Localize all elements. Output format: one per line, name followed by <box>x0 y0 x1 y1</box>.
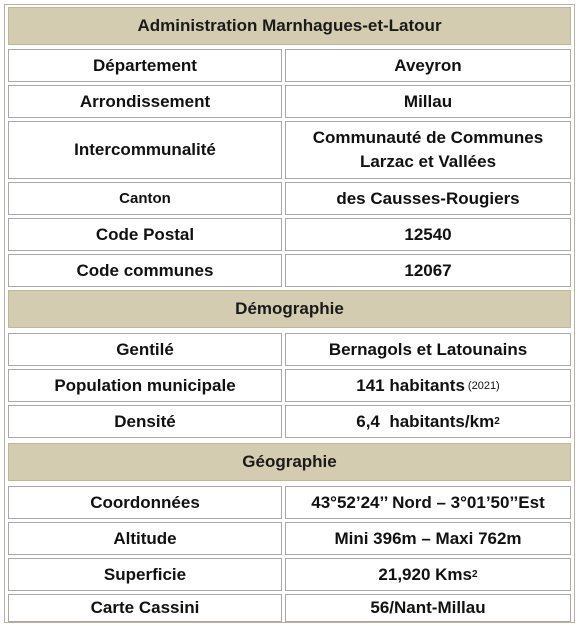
population-value: 141 habitants <box>356 375 465 395</box>
table-row <box>8 558 571 591</box>
table-row <box>8 85 571 118</box>
population-year: (2021) <box>467 379 500 392</box>
row-value: 6,4 habitants/km 2 <box>285 405 571 438</box>
row-value: 56/Nant-Millau <box>285 594 571 622</box>
row-value: Aveyron <box>285 49 571 82</box>
row-label: Coordonnées <box>8 486 282 519</box>
table-row <box>8 486 571 519</box>
row-label: Intercommunalité <box>8 121 282 179</box>
table-row <box>8 182 571 215</box>
row-value: 43°52’24’’ Nord – 3°01’50’’Est <box>285 486 571 519</box>
row-value-line: Communauté de Communes <box>312 128 544 147</box>
table-row <box>8 405 571 438</box>
row-label: Code Postal <box>8 218 282 251</box>
row-value <box>285 369 571 402</box>
row-label: Département <box>8 49 282 82</box>
row-value <box>285 121 571 179</box>
table-row <box>8 333 571 366</box>
table-row <box>8 49 571 82</box>
row-label: Densité <box>8 405 282 438</box>
row-value: Millau <box>285 85 571 118</box>
table-row <box>8 594 571 622</box>
row-label: Superficie <box>8 558 282 591</box>
row-label: Population municipale <box>8 369 282 402</box>
row-value-line: Larzac et Vallées <box>359 152 497 171</box>
info-table <box>4 4 575 623</box>
row-label: Arrondissement <box>8 85 282 118</box>
row-value: des Causses-Rougiers <box>285 182 571 215</box>
row-label: Canton <box>8 182 282 215</box>
row-value: Mini 396m – Maxi 762m <box>285 522 571 555</box>
row-value: 12540 <box>285 218 571 251</box>
row-value: 12067 <box>285 254 571 287</box>
area-value: 21,920 Kms <box>378 564 472 584</box>
row-value: 21,920 Kms 2 <box>285 558 571 591</box>
section-header-demographie: Démographie <box>8 290 571 328</box>
row-label: Gentilé <box>8 333 282 366</box>
section-header-geographie: Géographie <box>8 443 571 481</box>
table-title: Administration Marnhagues-et-Latour <box>8 7 571 45</box>
row-label: Code communes <box>8 254 282 287</box>
row-label: Carte Cassini <box>8 594 282 622</box>
table-row <box>8 254 571 287</box>
row-label: Altitude <box>8 522 282 555</box>
density-value: 6,4 habitants/km <box>356 411 495 431</box>
table-row <box>8 218 571 251</box>
table-row <box>8 369 571 402</box>
table-row <box>8 522 571 555</box>
row-value: Bernagols et Latounains <box>285 333 571 366</box>
table-row <box>8 121 571 179</box>
